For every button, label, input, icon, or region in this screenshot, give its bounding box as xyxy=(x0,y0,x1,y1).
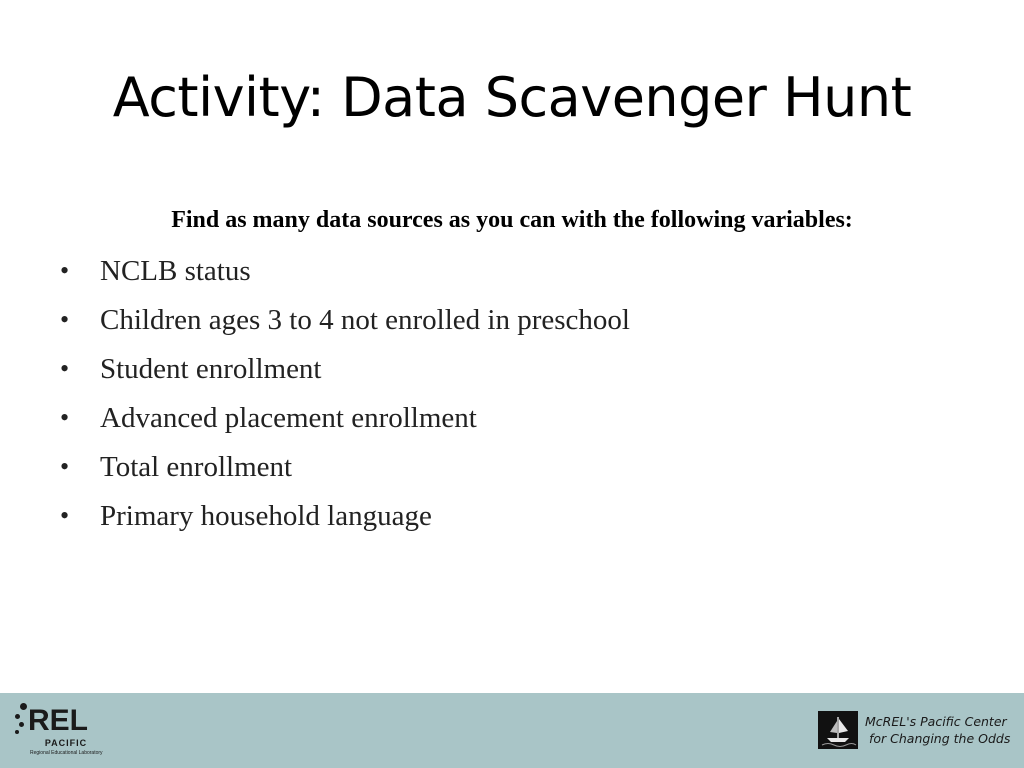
dots-icon xyxy=(14,703,28,743)
rel-logo-word: REL xyxy=(28,704,88,737)
bullet-list xyxy=(58,253,630,547)
list-item xyxy=(58,400,630,449)
ship-icon xyxy=(818,711,858,749)
list-item-text: Student enrollment xyxy=(100,353,322,385)
list-item-text: Primary household language xyxy=(100,500,432,532)
list-item-text: Total enrollment xyxy=(100,451,293,483)
bullet-icon: • xyxy=(60,501,70,530)
rel-pacific-logo xyxy=(14,703,104,761)
rel-logo-tagline: Regional Educational Laboratory xyxy=(30,750,103,756)
slide-title: Activity: Data Scavenger Hunt xyxy=(112,66,912,129)
list-item-text: NCLB status xyxy=(100,255,251,287)
list-item xyxy=(58,253,630,302)
rel-logo-sub: PACIFIC xyxy=(44,738,88,748)
list-item xyxy=(58,449,630,498)
pacific-center-logo-text xyxy=(865,713,1010,747)
bullet-icon: • xyxy=(60,452,70,481)
list-item-text: Advanced placement enrollment xyxy=(100,402,477,434)
footer-bar xyxy=(0,693,1024,768)
list-item xyxy=(58,351,630,400)
pacific-center-line1: McREL's Pacific Center xyxy=(865,714,1007,729)
slide-intro: Find as many data sources as you can with the following variables: xyxy=(171,207,853,233)
pacific-center-line2: for Changing the Odds xyxy=(869,731,1011,746)
list-item xyxy=(58,498,630,547)
bullet-icon: • xyxy=(60,305,70,334)
list-item-text: Children ages 3 to 4 not enrolled in preschool xyxy=(100,304,630,336)
bullet-icon: • xyxy=(60,354,70,383)
bullet-icon: • xyxy=(60,403,70,432)
bullet-icon: • xyxy=(60,256,70,285)
list-item xyxy=(58,302,630,351)
